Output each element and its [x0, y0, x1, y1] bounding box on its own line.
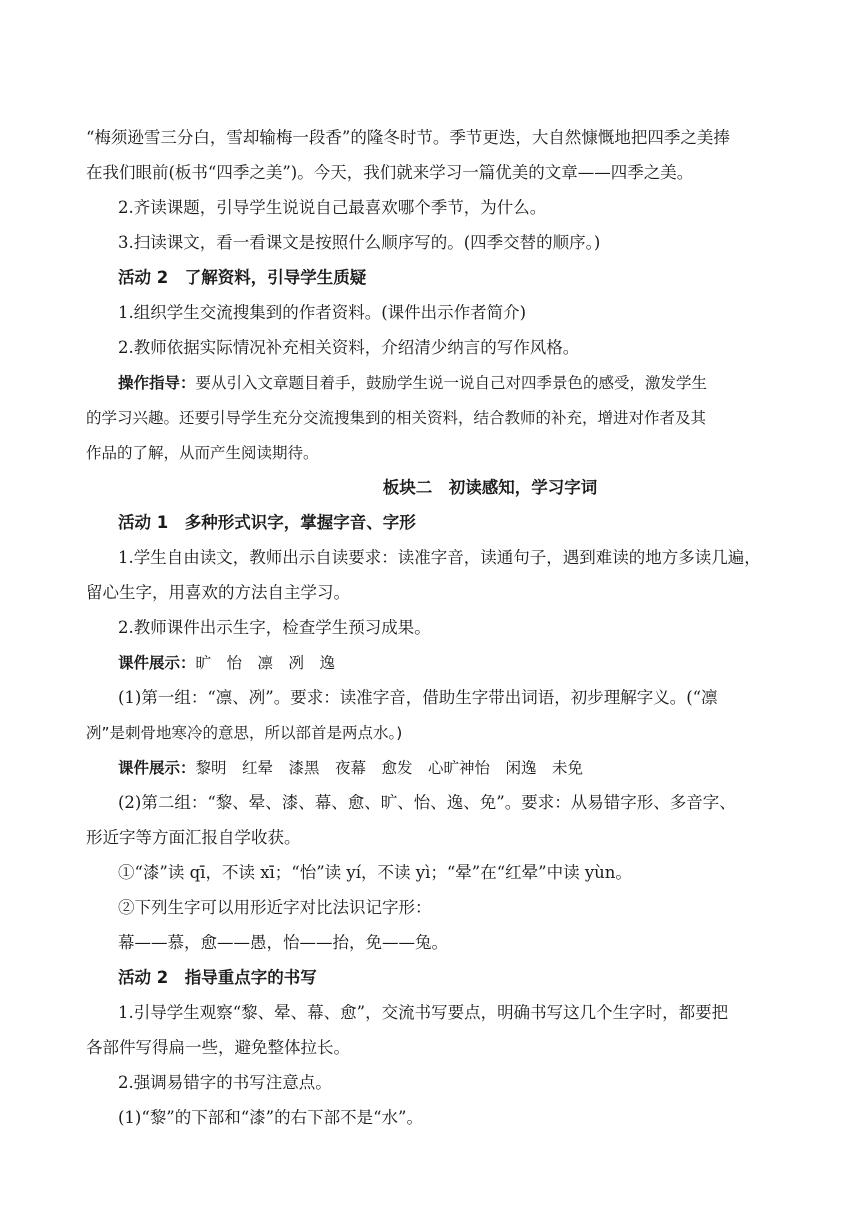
courseware-chars: 旷 怡 凛 冽 逸 [195, 654, 336, 672]
paragraph-line: 留心生字，用喜欢的方法自主学习。 [86, 583, 350, 602]
list-item: (1)“黎”的下部和“漆”的右下部不是“水”。 [118, 1108, 423, 1127]
paragraph-line: “梅须逊雪三分白，雪却输梅一段香”的隆冬时节。季节更迭，大自然慷慨地把四季之美捧 [86, 128, 730, 147]
guide-label: 操作指导： [118, 374, 196, 392]
paragraph-line: 形近字等方面汇报自学收获。 [86, 828, 301, 847]
guide-paragraph-line: 的学习兴趣。还要引导学生充分交流搜集到的相关资料，结合教师的补充，增进对作者及其 [86, 409, 707, 427]
list-item: 1.引导学生观察“黎、晕、幕、愈”，交流书写要点，明确书写这几个生字时，都要把 [118, 1003, 729, 1022]
guide-paragraph [0, 369, 860, 397]
list-item: 2.强调易错字的书写注意点。 [118, 1073, 332, 1092]
courseware-label: 课件展示： [118, 759, 196, 777]
paragraph-line: 在我们眼前(板书“四季之美”)。今天，我们就来学习一篇优美的文章——四季之美。 [86, 163, 694, 182]
list-item: ②下列生字可以用形近字对比法识记字形： [118, 898, 432, 917]
list-item: 3.扫读课文，看一看课文是按照什么顺序写的。(四季交替的顺序。) [118, 233, 601, 252]
guide-paragraph-line: 作品的了解，从而产生阅读期待。 [86, 444, 319, 462]
list-item: 1.学生自由读文，教师出示自读要求：读准字音，读通句子，遇到难读的地方多读几遍， [118, 548, 761, 567]
list-item: 2.齐读课题，引导学生说说自己最喜欢哪个季节，为什么。 [118, 198, 547, 217]
activity-heading: 活动 2 指导重点字的书写 [118, 968, 317, 987]
courseware-label: 课件展示： [118, 654, 196, 672]
paragraph-line: 冽”是刺骨地寒冷的意思，所以部首是两点水。) [86, 724, 403, 742]
list-item: ①“漆”读 qī，不读 xī；“怡”读 yí，不读 yì；“晕”在“红晕”中读 yùn。 [118, 863, 632, 882]
paragraph-line: 幕——慕，愈——愚，怡——抬，免——兔。 [118, 933, 448, 952]
list-item: 1.组织学生交流搜集到的作者资料。(课件出示作者简介) [118, 303, 527, 322]
courseware-display [0, 649, 860, 677]
list-item: (1)第一组：“凛、冽”。要求：读准字音，借助生字带出词语，初步理解字义。(“凛 [118, 688, 718, 707]
list-item: (2)第二组：“黎、晕、漆、幕、愈、旷、怡、逸、免”。要求：从易错字形、多音字、 [118, 793, 736, 812]
paragraph-line: 各部件写得扁一些，避免整体拉长。 [86, 1038, 350, 1057]
courseware-display [0, 754, 860, 782]
list-item: 2.教师依据实际情况补充相关资料，介绍清少纳言的写作风格。 [118, 338, 580, 357]
list-item: 2.教师课件出示生字，检查学生预习成果。 [118, 618, 431, 637]
section-heading: 板块二 初读感知，学习字词 [382, 478, 598, 497]
activity-heading: 活动 1 多种形式识字，掌握字音、字形 [118, 513, 416, 532]
guide-text: 要从引入文章题目着手，鼓励学生说一说自己对四季景色的感受，激发学生 [195, 374, 708, 392]
activity-heading: 活动 2 了解资料，引导学生质疑 [118, 268, 367, 287]
courseware-words: 黎明 红晕 漆黑 夜幕 愈发 心旷神怡 闲逸 未免 [195, 759, 584, 777]
